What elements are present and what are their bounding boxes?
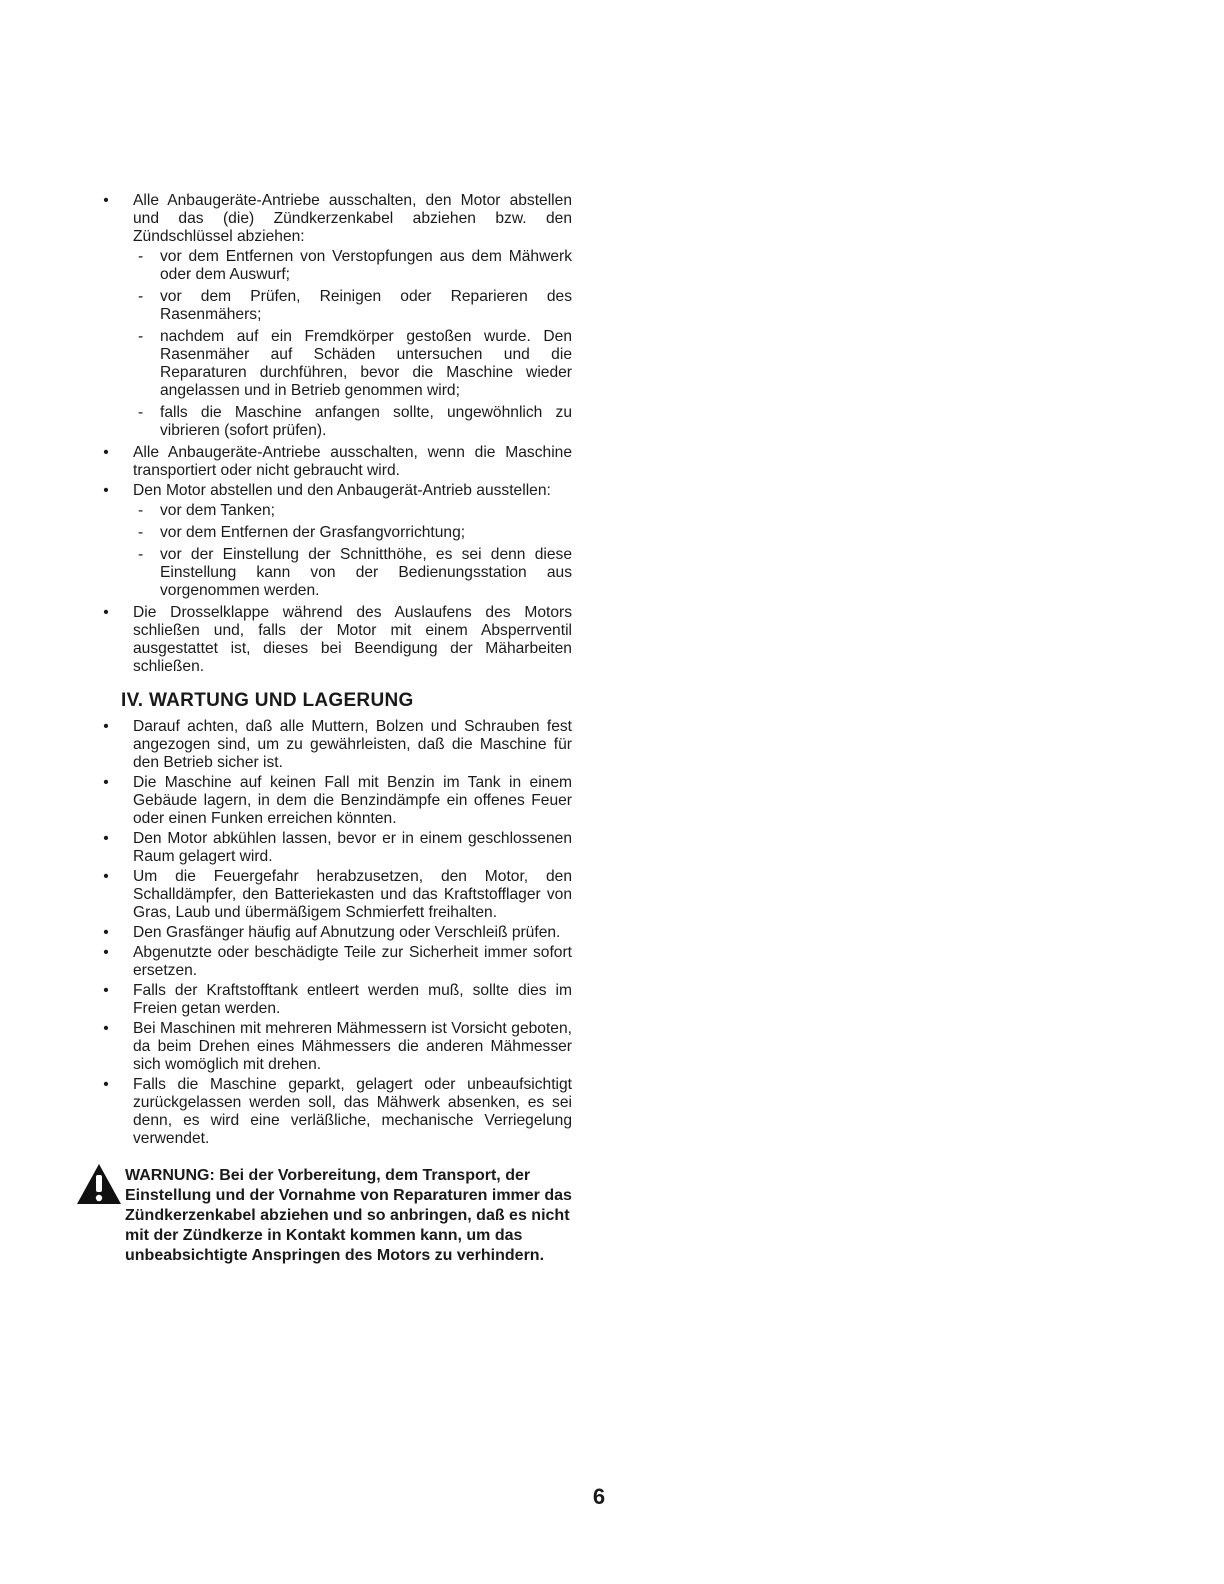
bullet-text: Die Maschine auf keinen Fall mit Benzin im Tank in einem Gebäude lagern, in dem die Benzindämpfe ein offenes Feuer oder einen Funken erreichen könnten. — [133, 774, 572, 827]
bullet-item — [100, 924, 572, 942]
sub-item-text: vor dem Prüfen, Reinigen oder Reparieren des Rasenmähers; — [160, 288, 572, 323]
sub-item — [100, 248, 572, 284]
bullet-text: Abgenutzte oder beschädigte Teile zur Sicherheit immer sofort ersetzen. — [133, 944, 572, 979]
bullet: • — [103, 444, 109, 461]
bullet-item — [100, 944, 572, 980]
bullet-text: Darauf achten, daß alle Muttern, Bolzen und Schrauben fest angezogen sind, um zu gewährleisten, daß die Maschine für den Betrieb sicher ist. — [133, 718, 572, 771]
bullet-item — [100, 982, 572, 1018]
bullet-text: Den Motor abstellen und den Anbaugerät-Antrieb ausstellen: — [133, 482, 551, 499]
bullet: • — [103, 982, 109, 999]
bullet-text: Falls die Maschine geparkt, gelagert oder unbeaufsichtigt zurückgelassen werden soll, das Mähwerk absenken, es sei denn, es wird eine verläßliche, mechanische Verriegelung verwendet. — [133, 1076, 572, 1147]
sub-item-text: nachdem auf ein Fremdkörper gestoßen wurde. Den Rasenmäher auf Schäden untersuchen und die Reparaturen durchführen, bevor die Maschine wieder angelassen und in Betrieb genommen wird; — [160, 328, 572, 399]
bullet: • — [103, 482, 109, 499]
bullet: • — [103, 1020, 109, 1037]
bullet: • — [103, 868, 109, 885]
warning-block — [100, 1166, 572, 1266]
bullet-item — [100, 482, 572, 500]
sub-item — [100, 524, 572, 542]
bullet-text: Den Motor abkühlen lassen, bevor er in einem geschlossenen Raum gelagert wird. — [133, 830, 572, 865]
bullet-item — [100, 1076, 572, 1148]
dash: - — [138, 502, 144, 519]
sub-item — [100, 502, 572, 520]
sub-item-text: falls die Maschine anfangen sollte, ungewöhnlich zu vibrieren (sofort prüfen). — [160, 404, 572, 439]
document-column — [100, 192, 572, 1266]
sub-item-text: vor dem Entfernen von Verstopfungen aus dem Mähwerk oder dem Auswurf; — [160, 248, 572, 283]
sub-item — [100, 546, 572, 600]
section-heading: IV. WARTUNG UND LAGERUNG — [121, 690, 414, 711]
bullet-item — [100, 192, 572, 246]
bullet-item — [100, 604, 572, 676]
bullet-text: Bei Maschinen mit mehreren Mähmessern ist Vorsicht geboten, da beim Drehen eines Mähmessers die anderen Mähmesser sich womöglich mit drehen. — [133, 1020, 572, 1073]
dash: - — [138, 288, 144, 305]
dash: - — [138, 248, 144, 265]
bullet: • — [103, 774, 109, 791]
bullet-item — [100, 718, 572, 772]
sub-item-text: vor dem Entfernen der Grasfangvorrichtung; — [160, 524, 466, 541]
dash: - — [138, 328, 144, 345]
bullet-text: Den Grasfänger häufig auf Abnutzung oder Verschleiß prüfen. — [133, 924, 561, 941]
dash: - — [138, 546, 144, 563]
bullet: • — [103, 718, 109, 735]
sub-item — [100, 288, 572, 324]
bullet: • — [103, 1076, 109, 1093]
sub-item-text: vor der Einstellung der Schnitthöhe, es sei denn diese Einstellung kann von der Bedienungsstation aus vorgenommen werden. — [160, 546, 572, 599]
bullet-item — [100, 774, 572, 828]
bullet: • — [103, 604, 109, 621]
page-number: 6 — [592, 1484, 606, 1509]
bullet-item — [100, 868, 572, 922]
bullet: • — [103, 924, 109, 941]
bullet-text: Alle Anbaugeräte-Antriebe ausschalten, den Motor abstellen und das (die) Zündkerzenkabel abziehen bzw. den Zündschlüssel abziehen: — [133, 192, 572, 245]
bullet-text: Um die Feuergefahr herabzusetzen, den Motor, den Schalldämpfer, den Batteriekasten und das Kraftstofflager von Gras, Laub und übermäßigem Schmierfett freihalten. — [133, 868, 572, 921]
bullet-text: Alle Anbaugeräte-Antriebe ausschalten, wenn die Maschine transportiert oder nicht gebraucht wird. — [133, 444, 572, 479]
warning-text: WARNUNG: Bei der Vorbereitung, dem Transport, der Einstellung und der Vornahme von Reparaturen immer das Zündkerzenkabel abziehen und so anbringen, daß es nicht mit der Zündkerze in Kontakt kommen kann, um das unbeabsichtigte Anspringen des Motors zu verhindern. — [125, 1167, 572, 1264]
bullet-item — [100, 1020, 572, 1074]
sub-item — [100, 404, 572, 440]
sub-item — [100, 328, 572, 400]
bullet: • — [103, 192, 109, 209]
dash: - — [138, 524, 144, 541]
dash: - — [138, 404, 144, 421]
bullet-text: Falls der Kraftstofftank entleert werden muß, sollte dies im Freien getan werden. — [133, 982, 572, 1017]
bullet: • — [103, 944, 109, 961]
warning-triangle-icon — [75, 1162, 123, 1206]
bullet-text: Die Drosselklappe während des Auslaufens des Motors schließen und, falls der Motor mit einem Absperrventil ausgestattet ist, dieses bei Beendigung der Mäharbeiten schließen. — [133, 604, 572, 675]
sub-item-text: vor dem Tanken; — [160, 502, 275, 519]
bullet-item — [100, 444, 572, 480]
bullet: • — [103, 830, 109, 847]
bullet-item — [100, 830, 572, 866]
